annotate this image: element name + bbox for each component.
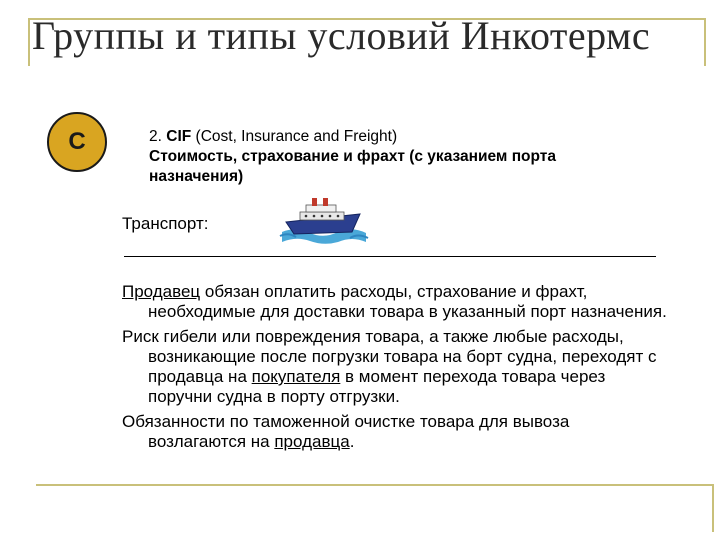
decor-line-bottom bbox=[36, 484, 714, 486]
paragraph-customs bbox=[122, 412, 667, 452]
decor-line-bottom-right bbox=[712, 484, 714, 532]
decor-line-right bbox=[704, 18, 706, 66]
link-seller-customs[interactable]: продавца bbox=[274, 432, 350, 451]
paragraph-seller-costs-text: обязан оплатить расходы, страхование и фрахт, необходимые для доставки товара в указанный порт назначения. bbox=[148, 282, 667, 321]
term-code: CIF bbox=[166, 128, 192, 145]
transport-label: Транспорт: bbox=[122, 214, 209, 233]
paragraph-risk-tail: в момент перехода товара через поручни судна в порту отгрузки. bbox=[148, 367, 606, 406]
divider-line bbox=[124, 256, 656, 257]
description-body bbox=[122, 282, 667, 457]
group-badge-letter: C bbox=[68, 128, 86, 155]
paragraph-risk bbox=[122, 327, 667, 407]
paragraph-customs-text: Обязанности по таможенной очистке товара для вывоза возлагаются на bbox=[122, 412, 570, 451]
term-russian-line1: Стоимость, страхование и фрахт (с указанием порта bbox=[149, 148, 557, 165]
term-line-english bbox=[149, 127, 669, 147]
term-number: 2. bbox=[149, 128, 162, 145]
paragraph-seller-costs bbox=[122, 282, 667, 322]
term-russian-line2: назначения) bbox=[149, 168, 244, 185]
term-heading bbox=[149, 127, 669, 187]
decor-line-left bbox=[28, 18, 30, 66]
term-english: (Cost, Insurance and Freight) bbox=[195, 128, 398, 145]
paragraph-customs-tail: . bbox=[349, 432, 355, 451]
slide-title: Группы и типы условий Инкотермс bbox=[32, 13, 651, 58]
link-buyer[interactable]: покупателя bbox=[251, 367, 341, 386]
ship-icon bbox=[276, 192, 372, 246]
link-seller[interactable]: Продавец bbox=[122, 282, 201, 301]
group-badge bbox=[47, 112, 107, 172]
paragraph-risk-text: Риск гибели или повреждения товара, а также любые расходы, возникающие после погрузки товара на борт судна, переходят с продавца на bbox=[122, 327, 657, 386]
